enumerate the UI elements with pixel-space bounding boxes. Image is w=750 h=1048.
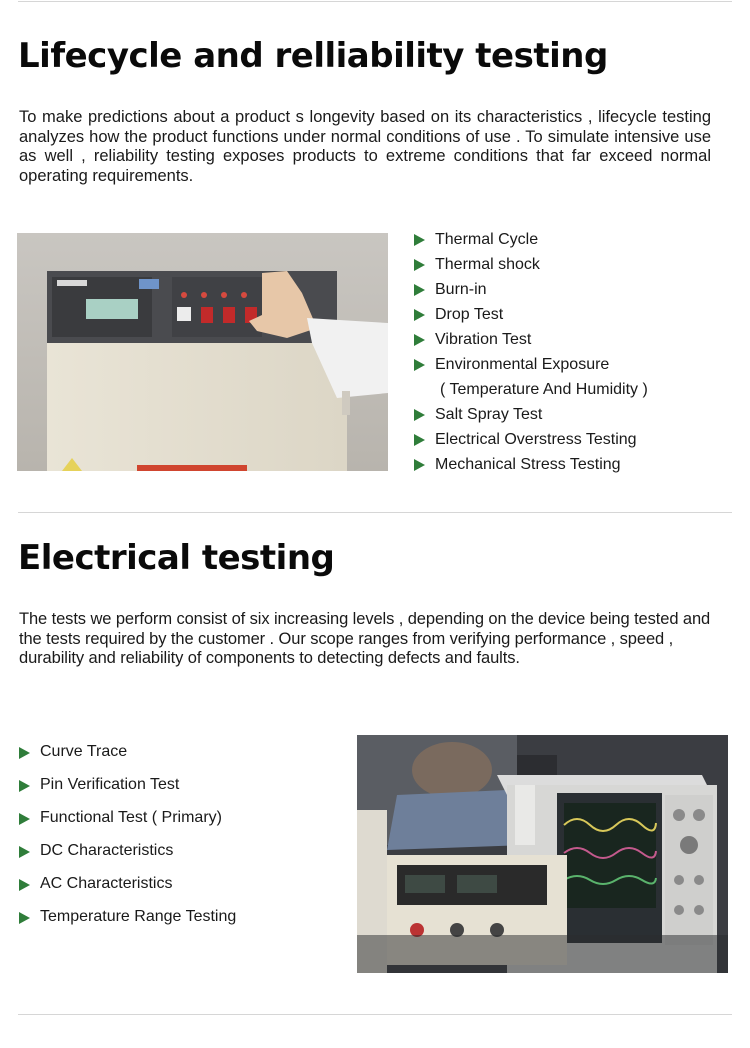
list-item bbox=[19, 741, 236, 774]
list-item-label: Temperature Range Testing bbox=[40, 908, 237, 925]
triangle-bullet-icon bbox=[19, 813, 30, 825]
climate-chamber-photo bbox=[17, 233, 388, 471]
oscilloscope-illustration bbox=[357, 735, 728, 973]
bottom-divider bbox=[18, 1014, 732, 1015]
list-item-label: Salt Spray Test bbox=[435, 406, 543, 423]
list-item-label: DC Characteristics bbox=[40, 842, 174, 859]
triangle-bullet-icon bbox=[19, 912, 30, 924]
list-item bbox=[414, 454, 648, 479]
triangle-bullet-icon bbox=[414, 434, 425, 446]
list-item bbox=[19, 840, 236, 873]
oscilloscope-photo bbox=[357, 735, 728, 973]
climate-chamber-illustration bbox=[17, 233, 388, 471]
list-item bbox=[19, 873, 236, 906]
list-item bbox=[19, 774, 236, 807]
list-item-label: Vibration Test bbox=[435, 331, 532, 348]
top-divider bbox=[18, 1, 732, 2]
triangle-bullet-icon bbox=[414, 459, 425, 471]
list-item-label: Pin Verification Test bbox=[40, 776, 180, 793]
section-divider bbox=[18, 512, 732, 513]
electrical-section-title: Electrical testing bbox=[18, 538, 335, 578]
lifecycle-section-title: Lifecycle and relliability testing bbox=[18, 36, 608, 76]
triangle-bullet-icon bbox=[414, 259, 425, 271]
list-item-label: Functional Test ( Primary) bbox=[40, 809, 222, 826]
triangle-bullet-icon bbox=[19, 747, 30, 759]
list-item-label: Thermal Cycle bbox=[435, 231, 539, 248]
triangle-bullet-icon bbox=[414, 234, 425, 246]
triangle-bullet-icon bbox=[19, 879, 30, 891]
triangle-bullet-icon bbox=[414, 359, 425, 371]
list-item-label: ( Temperature And Humidity ) bbox=[440, 381, 648, 398]
list-item-label: Drop Test bbox=[435, 306, 504, 323]
list-item bbox=[414, 254, 648, 279]
list-item bbox=[414, 429, 648, 454]
list-item bbox=[414, 279, 648, 304]
list-item bbox=[414, 229, 648, 254]
list-item-label: Curve Trace bbox=[40, 743, 128, 760]
list-item-label: Electrical Overstress Testing bbox=[435, 431, 637, 448]
list-item bbox=[414, 304, 648, 329]
list-item bbox=[414, 404, 648, 429]
list-item bbox=[19, 807, 236, 840]
list-item-label: Thermal shock bbox=[435, 256, 540, 273]
electrical-description: The tests we perform consist of six increasing levels , depending on the device being tested and the tests required by the customer . Our scope ranges from verifying performance , speed , durability and reliability of components to detecting defects and faults. bbox=[19, 610, 711, 667]
list-item-label: AC Characteristics bbox=[40, 875, 173, 892]
list-item-label: Burn-in bbox=[435, 281, 487, 298]
triangle-bullet-icon bbox=[414, 309, 425, 321]
list-item bbox=[414, 329, 648, 354]
list-item-label: Mechanical Stress Testing bbox=[435, 456, 621, 473]
lifecycle-test-list bbox=[414, 229, 648, 479]
triangle-bullet-icon bbox=[19, 780, 30, 792]
triangle-bullet-icon bbox=[414, 409, 425, 421]
list-item-continuation bbox=[414, 379, 648, 404]
electrical-test-list bbox=[19, 741, 236, 939]
list-item bbox=[19, 906, 236, 939]
triangle-bullet-icon bbox=[19, 846, 30, 858]
triangle-bullet-icon bbox=[414, 334, 425, 346]
triangle-bullet-icon bbox=[414, 284, 425, 296]
list-item bbox=[414, 354, 648, 379]
list-item-label: Environmental Exposure bbox=[435, 356, 610, 373]
lifecycle-description: To make predictions about a product s longevity based on its characteristics , lifecycle testing analyzes how the product functions under normal conditions of use . To simulate intensive use as well , reliability testing exposes products to extreme conditions that far exceed normal operating requirements. bbox=[19, 108, 711, 185]
